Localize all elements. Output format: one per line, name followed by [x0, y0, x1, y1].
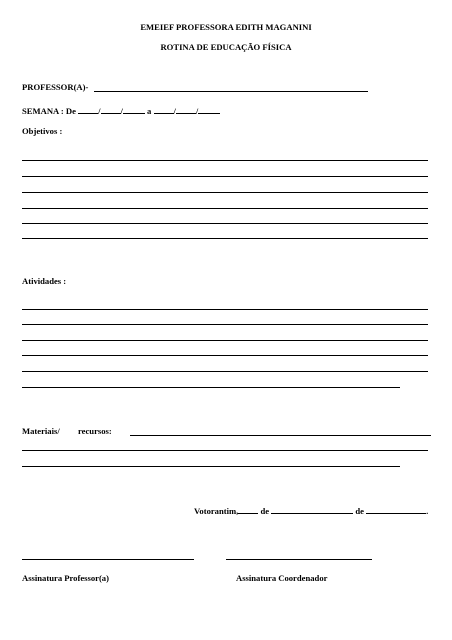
professor-label: PROFESSOR(A)-	[22, 82, 89, 92]
materials-line	[22, 450, 428, 451]
resources-label: recursos:	[78, 426, 112, 436]
objectives-label: Objetivos :	[22, 126, 63, 136]
activities-line	[22, 324, 428, 325]
activities-line	[22, 309, 428, 310]
coordinator-signature-line	[226, 559, 372, 560]
week-row: SEMANA : De / / a / /	[22, 105, 220, 116]
coordinator-signature-label: Assinatura Coordenador	[236, 573, 328, 583]
professor-line	[94, 91, 368, 92]
activities-label: Atividades :	[22, 276, 67, 286]
materials-label: Materiais/	[22, 426, 60, 436]
activities-line	[22, 340, 428, 341]
week-separator: a	[147, 106, 152, 116]
date-de-2: de	[355, 506, 364, 516]
city-label: Votorantim,	[194, 506, 239, 516]
objectives-line	[22, 208, 428, 209]
objectives-line	[22, 223, 428, 224]
date-period: .	[426, 506, 429, 516]
date-row	[194, 505, 428, 516]
objectives-line	[22, 160, 428, 161]
objectives-line	[22, 192, 428, 193]
objectives-line	[22, 238, 428, 239]
activities-line	[22, 371, 428, 372]
school-name: EMEIEF PROFESSORA EDITH MAGANINI	[140, 22, 312, 32]
document-title: ROTINA DE EDUCAÇÃO FÍSICA	[160, 42, 292, 52]
materials-line	[130, 435, 431, 436]
date-de-1: de	[260, 506, 270, 516]
professor-signature-line	[22, 559, 194, 560]
professor-signature-label: Assinatura Professor(a)	[22, 573, 109, 583]
activities-line	[22, 355, 428, 356]
materials-line	[22, 466, 400, 467]
week-label: SEMANA : De	[22, 106, 76, 116]
activities-line	[22, 387, 400, 388]
objectives-line	[22, 176, 428, 177]
